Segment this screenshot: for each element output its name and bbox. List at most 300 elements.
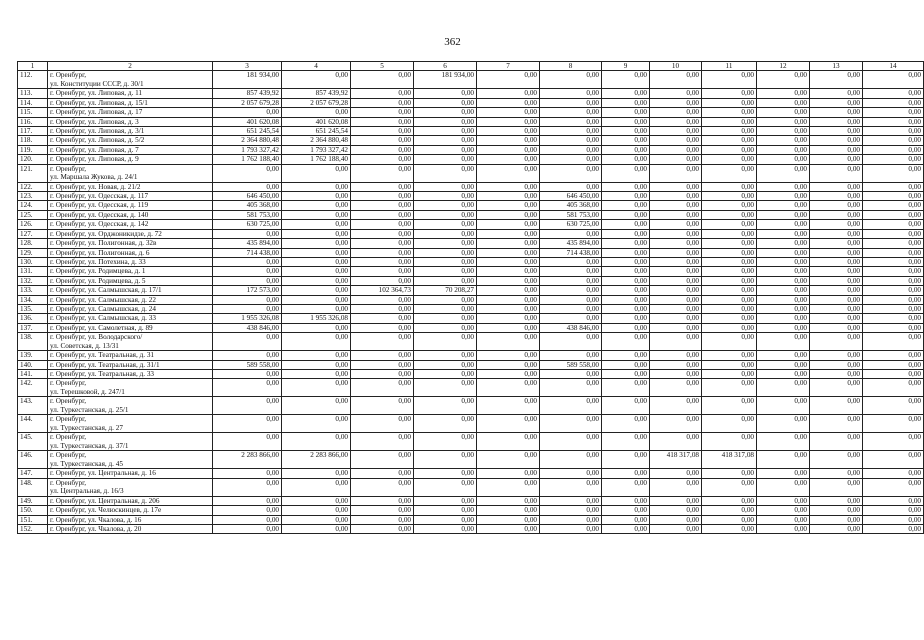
amount-cell: 0,00 — [757, 267, 810, 276]
address-cell — [48, 267, 213, 276]
amount-cell: 0,00 — [282, 71, 351, 89]
amount-cell: 0,00 — [757, 506, 810, 515]
column-header: 2 — [48, 62, 213, 71]
amount-cell: 0,00 — [757, 415, 810, 433]
amount-cell: 0,00 — [650, 506, 702, 515]
amount-cell: 0,00 — [863, 496, 924, 505]
table-row — [18, 117, 924, 126]
row-number-cell: 124. — [18, 201, 48, 210]
amount-cell: 0,00 — [650, 108, 702, 117]
amount-cell: 0,00 — [477, 360, 540, 369]
amount-cell: 0,00 — [282, 415, 351, 433]
amount-cell: 438 846,00 — [213, 323, 282, 332]
address-line: г. Оренбург, ул. Полигонная, д. 6 — [50, 248, 150, 257]
amount-cell: 0,00 — [602, 369, 650, 378]
amount-cell: 0,00 — [602, 433, 650, 451]
amount-cell: 0,00 — [757, 314, 810, 323]
address-line: г. Оренбург, ул. Родимцева, д. 5 — [50, 276, 146, 285]
amount-cell: 0,00 — [282, 478, 351, 496]
amount-cell: 0,00 — [477, 451, 540, 469]
address-cell — [48, 136, 213, 145]
amount-cell: 0,00 — [351, 415, 414, 433]
row-number-cell: 121. — [18, 164, 48, 182]
column-header: 6 — [414, 62, 477, 71]
amount-cell: 0,00 — [351, 360, 414, 369]
amount-cell: 0,00 — [477, 304, 540, 313]
amount-cell: 0,00 — [414, 515, 477, 524]
amount-cell: 0,00 — [282, 525, 351, 534]
amount-cell: 0,00 — [702, 433, 757, 451]
amount-cell: 0,00 — [540, 333, 602, 351]
amount-cell: 0,00 — [757, 323, 810, 332]
amount-cell: 0,00 — [477, 415, 540, 433]
table-row — [18, 276, 924, 285]
amount-cell: 0,00 — [414, 220, 477, 229]
amount-cell: 0,00 — [757, 525, 810, 534]
amount-cell: 0,00 — [602, 304, 650, 313]
amount-cell: 0,00 — [213, 415, 282, 433]
amount-cell: 0,00 — [863, 360, 924, 369]
table-row — [18, 351, 924, 360]
amount-cell: 646 450,00 — [213, 192, 282, 201]
address-cell — [48, 248, 213, 257]
row-number-cell: 136. — [18, 314, 48, 323]
amount-cell: 0,00 — [810, 239, 863, 248]
amount-cell: 0,00 — [540, 117, 602, 126]
address-line: г. Оренбург, ул. Театральная, д. 31 — [50, 351, 155, 360]
address-line: ул. Советская, д. 13/31 — [50, 341, 119, 350]
amount-cell: 0,00 — [414, 145, 477, 154]
amount-cell: 401 620,08 — [282, 117, 351, 126]
amount-cell: 0,00 — [757, 360, 810, 369]
address-cell — [48, 295, 213, 304]
amount-cell: 0,00 — [863, 286, 924, 295]
amount-cell: 0,00 — [810, 108, 863, 117]
amount-cell: 0,00 — [282, 192, 351, 201]
amount-cell: 0,00 — [702, 210, 757, 219]
amount-cell: 0,00 — [477, 525, 540, 534]
amount-cell: 0,00 — [282, 164, 351, 182]
amount-cell: 0,00 — [863, 145, 924, 154]
amount-cell: 0,00 — [702, 164, 757, 182]
amount-cell: 0,00 — [477, 89, 540, 98]
amount-cell: 0,00 — [540, 127, 602, 136]
amount-cell: 0,00 — [757, 515, 810, 524]
amount-cell: 0,00 — [351, 478, 414, 496]
amount-cell: 2 364 880,48 — [282, 136, 351, 145]
amount-cell: 0,00 — [477, 98, 540, 107]
row-number-cell: 123. — [18, 192, 48, 201]
amount-cell: 0,00 — [414, 267, 477, 276]
amount-cell: 0,00 — [351, 201, 414, 210]
address-cell — [48, 304, 213, 313]
amount-cell: 0,00 — [810, 89, 863, 98]
amount-cell: 0,00 — [477, 155, 540, 164]
address-cell — [48, 525, 213, 534]
page-number: 362 — [444, 36, 461, 48]
amount-cell: 0,00 — [863, 276, 924, 285]
amount-cell: 0,00 — [414, 433, 477, 451]
amount-cell: 0,00 — [213, 229, 282, 238]
amount-cell: 0,00 — [602, 506, 650, 515]
amount-cell: 0,00 — [602, 136, 650, 145]
amount-cell: 0,00 — [213, 164, 282, 182]
table-row — [18, 415, 924, 433]
row-number-cell: 141. — [18, 369, 48, 378]
amount-cell: 0,00 — [213, 276, 282, 285]
amount-cell: 0,00 — [477, 145, 540, 154]
amount-cell: 0,00 — [810, 210, 863, 219]
amount-cell: 0,00 — [540, 276, 602, 285]
amount-cell: 0,00 — [702, 525, 757, 534]
amount-cell: 0,00 — [282, 108, 351, 117]
row-number-cell: 126. — [18, 220, 48, 229]
amount-cell: 0,00 — [650, 182, 702, 191]
amount-cell: 0,00 — [540, 295, 602, 304]
table-row — [18, 145, 924, 154]
amount-cell: 0,00 — [414, 295, 477, 304]
table-row — [18, 267, 924, 276]
amount-cell: 0,00 — [757, 496, 810, 505]
amount-cell: 0,00 — [602, 314, 650, 323]
amount-cell: 0,00 — [702, 108, 757, 117]
amount-cell: 0,00 — [414, 164, 477, 182]
amount-cell: 0,00 — [602, 201, 650, 210]
amount-cell: 0,00 — [650, 127, 702, 136]
amount-cell: 630 725,00 — [213, 220, 282, 229]
amount-cell: 0,00 — [757, 145, 810, 154]
amount-cell: 0,00 — [810, 155, 863, 164]
amount-cell: 0,00 — [863, 379, 924, 397]
amount-cell: 0,00 — [863, 98, 924, 107]
table-row — [18, 164, 924, 182]
column-header: 5 — [351, 62, 414, 71]
amount-cell: 0,00 — [414, 192, 477, 201]
amount-cell: 0,00 — [602, 145, 650, 154]
amount-cell: 0,00 — [757, 397, 810, 415]
amount-cell: 0,00 — [702, 257, 757, 266]
amount-cell: 0,00 — [477, 469, 540, 478]
table-row — [18, 304, 924, 313]
address-cell — [48, 433, 213, 451]
amount-cell: 0,00 — [650, 286, 702, 295]
row-number-cell: 127. — [18, 229, 48, 238]
amount-cell: 0,00 — [863, 451, 924, 469]
amount-cell: 1 762 188,40 — [213, 155, 282, 164]
table-row — [18, 295, 924, 304]
address-cell — [48, 496, 213, 505]
table-body — [18, 62, 924, 534]
amount-cell: 0,00 — [702, 369, 757, 378]
amount-cell: 2 364 880,48 — [213, 136, 282, 145]
amount-cell: 0,00 — [810, 433, 863, 451]
amount-cell: 0,00 — [282, 506, 351, 515]
amount-cell: 0,00 — [414, 369, 477, 378]
amount-cell: 0,00 — [863, 304, 924, 313]
amount-cell: 0,00 — [650, 248, 702, 257]
amount-cell: 0,00 — [414, 127, 477, 136]
row-number-cell: 113. — [18, 89, 48, 98]
amount-cell: 172 573,00 — [213, 286, 282, 295]
address-line: ул. Терешковой, д. 247/1 — [50, 387, 125, 396]
row-number-cell: 149. — [18, 496, 48, 505]
amount-cell: 0,00 — [540, 71, 602, 89]
amount-cell: 0,00 — [702, 239, 757, 248]
amount-cell: 0,00 — [702, 127, 757, 136]
amount-cell: 0,00 — [414, 210, 477, 219]
amount-cell: 0,00 — [351, 276, 414, 285]
amount-cell: 0,00 — [540, 496, 602, 505]
amount-cell: 581 753,00 — [540, 210, 602, 219]
amount-cell: 651 245,54 — [282, 127, 351, 136]
amount-cell: 0,00 — [863, 397, 924, 415]
row-number-cell: 144. — [18, 415, 48, 433]
amount-cell: 0,00 — [282, 229, 351, 238]
data-table — [17, 61, 924, 534]
amount-cell: 857 439,92 — [282, 89, 351, 98]
amount-cell: 0,00 — [414, 323, 477, 332]
amount-cell: 0,00 — [540, 469, 602, 478]
amount-cell: 0,00 — [540, 164, 602, 182]
amount-cell: 0,00 — [810, 201, 863, 210]
amount-cell: 0,00 — [602, 239, 650, 248]
amount-cell: 0,00 — [810, 286, 863, 295]
table-row — [18, 182, 924, 191]
amount-cell: 0,00 — [351, 525, 414, 534]
address-line: ул. Маршала Жукова, д. 24/1 — [50, 173, 138, 182]
amount-cell: 0,00 — [757, 295, 810, 304]
amount-cell: 0,00 — [477, 127, 540, 136]
amount-cell: 0,00 — [351, 192, 414, 201]
amount-cell: 0,00 — [213, 515, 282, 524]
amount-cell: 0,00 — [477, 506, 540, 515]
row-number-cell: 114. — [18, 98, 48, 107]
row-number-cell: 130. — [18, 257, 48, 266]
amount-cell: 0,00 — [863, 117, 924, 126]
amount-cell: 0,00 — [477, 117, 540, 126]
amount-cell: 0,00 — [351, 71, 414, 89]
amount-cell: 0,00 — [810, 220, 863, 229]
amount-cell: 0,00 — [863, 369, 924, 378]
amount-cell: 0,00 — [863, 469, 924, 478]
amount-cell: 0,00 — [602, 248, 650, 257]
amount-cell: 630 725,00 — [540, 220, 602, 229]
amount-cell: 0,00 — [702, 506, 757, 515]
amount-cell: 0,00 — [414, 182, 477, 191]
amount-cell: 2 283 866,00 — [213, 451, 282, 469]
table-row — [18, 506, 924, 515]
amount-cell: 0,00 — [863, 127, 924, 136]
amount-cell: 0,00 — [602, 108, 650, 117]
address-cell — [48, 98, 213, 107]
address-cell — [48, 210, 213, 219]
address-line: г. Оренбург, — [50, 397, 87, 406]
amount-cell: 0,00 — [213, 506, 282, 515]
amount-cell: 0,00 — [477, 323, 540, 332]
table-row — [18, 369, 924, 378]
column-header: 10 — [650, 62, 702, 71]
amount-cell: 0,00 — [650, 314, 702, 323]
column-header: 8 — [540, 62, 602, 71]
amount-cell: 0,00 — [414, 248, 477, 257]
table-row — [18, 257, 924, 266]
amount-cell: 0,00 — [702, 136, 757, 145]
row-number-cell: 138. — [18, 333, 48, 351]
amount-cell: 0,00 — [414, 525, 477, 534]
amount-cell: 0,00 — [282, 515, 351, 524]
row-number-cell: 147. — [18, 469, 48, 478]
amount-cell: 0,00 — [702, 89, 757, 98]
amount-cell: 0,00 — [351, 451, 414, 469]
row-number-cell: 145. — [18, 433, 48, 451]
amount-cell: 0,00 — [351, 248, 414, 257]
address-cell — [48, 108, 213, 117]
amount-cell: 0,00 — [477, 71, 540, 89]
amount-cell: 0,00 — [213, 304, 282, 313]
amount-cell: 0,00 — [540, 351, 602, 360]
amount-cell: 0,00 — [351, 314, 414, 323]
address-cell — [48, 155, 213, 164]
amount-cell: 0,00 — [282, 220, 351, 229]
amount-cell: 0,00 — [757, 286, 810, 295]
amount-cell: 0,00 — [602, 127, 650, 136]
amount-cell: 0,00 — [650, 379, 702, 397]
row-number-cell: 152. — [18, 525, 48, 534]
table-row — [18, 71, 924, 89]
amount-cell: 589 558,00 — [213, 360, 282, 369]
amount-cell: 0,00 — [213, 351, 282, 360]
amount-cell: 0,00 — [863, 192, 924, 201]
amount-cell: 0,00 — [702, 323, 757, 332]
address-cell — [48, 182, 213, 191]
amount-cell: 0,00 — [540, 182, 602, 191]
amount-cell: 70 208,27 — [414, 286, 477, 295]
amount-cell: 0,00 — [702, 117, 757, 126]
amount-cell: 0,00 — [810, 98, 863, 107]
row-number-cell: 143. — [18, 397, 48, 415]
amount-cell: 0,00 — [540, 397, 602, 415]
amount-cell: 0,00 — [650, 397, 702, 415]
column-header: 14 — [863, 62, 924, 71]
amount-cell: 0,00 — [757, 164, 810, 182]
amount-cell: 0,00 — [414, 333, 477, 351]
column-header: 11 — [702, 62, 757, 71]
address-line: г. Оренбург, — [50, 451, 87, 460]
address-cell — [48, 333, 213, 351]
address-cell — [48, 239, 213, 248]
amount-cell: 0,00 — [351, 295, 414, 304]
amount-cell: 0,00 — [757, 333, 810, 351]
amount-cell: 0,00 — [702, 201, 757, 210]
table-row — [18, 379, 924, 397]
address-line: г. Оренбург, — [50, 71, 87, 80]
row-number-cell: 150. — [18, 506, 48, 515]
amount-cell: 0,00 — [810, 415, 863, 433]
amount-cell: 0,00 — [213, 108, 282, 117]
address-line: г. Оренбург, ул. Полигонная, д. 32в — [50, 239, 157, 248]
amount-cell: 0,00 — [282, 304, 351, 313]
amount-cell: 0,00 — [213, 478, 282, 496]
address-cell — [48, 220, 213, 229]
amount-cell: 0,00 — [810, 333, 863, 351]
row-number-cell: 140. — [18, 360, 48, 369]
amount-cell: 0,00 — [650, 369, 702, 378]
address-cell — [48, 71, 213, 89]
amount-cell: 0,00 — [757, 229, 810, 238]
amount-cell: 0,00 — [351, 257, 414, 266]
amount-cell: 0,00 — [702, 286, 757, 295]
column-header: 1 — [18, 62, 48, 71]
amount-cell: 0,00 — [477, 267, 540, 276]
amount-cell: 0,00 — [414, 506, 477, 515]
amount-cell: 0,00 — [650, 469, 702, 478]
amount-cell: 0,00 — [351, 515, 414, 524]
amount-cell: 0,00 — [351, 127, 414, 136]
amount-cell: 0,00 — [810, 314, 863, 323]
amount-cell: 0,00 — [351, 469, 414, 478]
address-line: г. Оренбург, ул. Одесская, д. 117 — [50, 192, 149, 201]
address-line: г. Оренбург, ул. Чкалова, д. 20 — [50, 525, 142, 533]
amount-cell: 0,00 — [414, 451, 477, 469]
address-line: г. Оренбург, ул. Новая, д. 21/2 — [50, 182, 141, 191]
amount-cell: 0,00 — [757, 210, 810, 219]
amount-cell: 0,00 — [602, 525, 650, 534]
amount-cell: 0,00 — [477, 192, 540, 201]
amount-cell: 1 955 326,08 — [213, 314, 282, 323]
amount-cell: 0,00 — [757, 127, 810, 136]
amount-cell: 0,00 — [282, 351, 351, 360]
address-line: г. Оренбург, ул. Салмышская, д. 33 — [50, 314, 156, 323]
amount-cell: 0,00 — [477, 496, 540, 505]
amount-cell: 0,00 — [213, 496, 282, 505]
amount-cell: 0,00 — [702, 220, 757, 229]
amount-cell: 0,00 — [213, 369, 282, 378]
table-row — [18, 478, 924, 496]
amount-cell: 0,00 — [757, 276, 810, 285]
amount-cell: 0,00 — [540, 89, 602, 98]
amount-cell: 0,00 — [414, 98, 477, 107]
row-number-cell: 132. — [18, 276, 48, 285]
table-row — [18, 192, 924, 201]
amount-cell: 0,00 — [650, 323, 702, 332]
amount-cell: 0,00 — [702, 333, 757, 351]
amount-cell: 0,00 — [351, 323, 414, 332]
amount-cell: 0,00 — [213, 267, 282, 276]
amount-cell: 0,00 — [863, 220, 924, 229]
amount-cell: 0,00 — [863, 164, 924, 182]
row-number-cell: 117. — [18, 127, 48, 136]
amount-cell: 0,00 — [757, 220, 810, 229]
amount-cell: 0,00 — [650, 164, 702, 182]
address-line: г. Оренбург, ул. Липовая, д. 3 — [50, 117, 139, 126]
amount-cell: 0,00 — [863, 239, 924, 248]
amount-cell: 0,00 — [702, 295, 757, 304]
amount-cell: 0,00 — [477, 295, 540, 304]
amount-cell: 0,00 — [757, 239, 810, 248]
amount-cell: 0,00 — [414, 415, 477, 433]
amount-cell: 0,00 — [282, 267, 351, 276]
amount-cell: 1 762 188,40 — [282, 155, 351, 164]
address-cell — [48, 360, 213, 369]
address-line: г. Оренбург, ул. Салмышская, д. 17/1 — [50, 286, 162, 295]
amount-cell: 0,00 — [650, 239, 702, 248]
amount-cell: 0,00 — [702, 397, 757, 415]
amount-cell: 0,00 — [540, 267, 602, 276]
amount-cell: 0,00 — [351, 369, 414, 378]
table-row — [18, 239, 924, 248]
amount-cell: 0,00 — [540, 155, 602, 164]
row-number-cell: 131. — [18, 267, 48, 276]
